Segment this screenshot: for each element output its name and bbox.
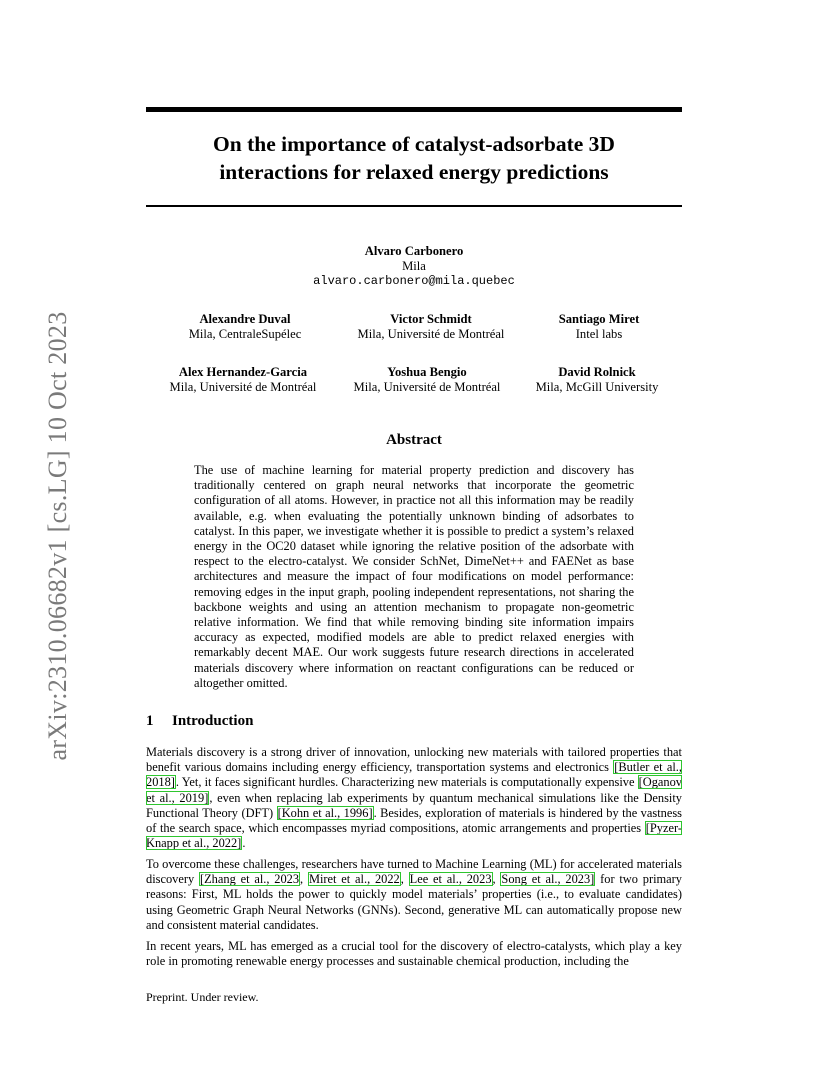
author-affiliation: Mila, McGill University bbox=[535, 380, 659, 394]
text-run: To overcome these challenges, researchers have turned to Machine Learning (ML) for accelerated materials discovery bbox=[146, 857, 682, 887]
arxiv-identifier: arXiv:2310.06682v1 [cs.LG] 10 Oct 2023 bbox=[43, 311, 72, 761]
paper-title bbox=[146, 130, 682, 186]
author-name: Victor Schmidt bbox=[390, 312, 472, 326]
text-run: , bbox=[492, 872, 501, 887]
text-run: , even when replacing lab experiments by quantum mechanical simulations like the Density Functional Theory (DFT) bbox=[146, 790, 682, 820]
author-name: Alexandre Duval bbox=[199, 312, 291, 326]
text-run: for two primary reasons: First, ML holds the power to quickly model materials’ properties (i.e., to evaluate candidates) using Geometric Graph Neural Networks (GNNs). Second, generative ML can automatically propose new and consistent material candidates. bbox=[146, 872, 682, 932]
author-affiliation: Intel labs bbox=[575, 327, 623, 341]
text-run: , bbox=[300, 872, 308, 887]
citation-link[interactable]: Song et al., 2023] bbox=[501, 872, 595, 887]
intro-paragraph-1 bbox=[146, 745, 682, 851]
citation-link[interactable]: [Kohn et al., 1996] bbox=[277, 805, 373, 820]
author-miret bbox=[499, 312, 699, 342]
footer-note: Preprint. Under review. bbox=[146, 990, 259, 1004]
text-run: . Yet, it faces significant hurdles. Characterizing new materials is computationally expensive bbox=[175, 775, 638, 790]
author-name: David Rolnick bbox=[558, 365, 636, 379]
author-email[interactable]: alvaro.carbonero@mila.quebec bbox=[313, 274, 515, 288]
intro-paragraph-2 bbox=[146, 857, 682, 933]
abstract-heading: Abstract bbox=[386, 432, 442, 448]
author-affiliation: Mila, Université de Montréal bbox=[357, 327, 505, 341]
citation-link[interactable]: [Zhang et al., 2023 bbox=[199, 872, 300, 887]
author-affiliation: Mila, Université de Montréal bbox=[353, 380, 501, 394]
title-top-rule bbox=[146, 107, 682, 112]
text-run: . Besides, exploration of materials is hindered by the vastness of the search space, which encompasses myriad compositions, atomic arrangements and properties bbox=[146, 805, 682, 836]
section-number: 1 bbox=[146, 713, 154, 729]
citation-link[interactable]: [Butler et al., 2018] bbox=[146, 760, 683, 790]
citation-link[interactable]: Lee et al., 2023 bbox=[409, 872, 492, 887]
title-line-1: On the importance of catalyst-adsorbate 3D bbox=[213, 132, 615, 156]
author-hernandez-garcia bbox=[143, 365, 343, 395]
citation-link[interactable]: Miret et al., 2022 bbox=[308, 872, 400, 887]
author-rolnick bbox=[497, 365, 697, 395]
section-title: Introduction bbox=[172, 713, 254, 729]
abstract-text: The use of machine learning for material property prediction and discovery has traditionally centered on graph neural networks that incorporate the geometric configuration of all atoms. However, in practice not all this information may be readily available, e.g. when evaluating the potentially unknown binding of adsorbates to catalyst. In this paper, we investigate whether it is possible to predict a system’s relaxed energy in the OC20 dataset while ignoring the relative position of the adsorbate with respect to the electro-catalyst. We consider SchNet, DimeNet++ and FAENet as base architectures and measure the impact of four modifications on model performance: removing edges in the input graph, pooling independent representations, not sharing the backbone weights and using an attention mechanism to propagate non-geometric relative information. We find that while removing binding site information impairs accuracy as expected, modified models are able to predict relaxed energies with remarkably decent MAE. Our work suggests future research directions in accelerated materials discovery where information on reactant configurations can be reduced or altogether omitted. bbox=[194, 463, 634, 690]
author-name: Alvaro Carbonero bbox=[364, 244, 464, 258]
author-name: Yoshua Bengio bbox=[387, 365, 467, 379]
intro-paragraph-3: In recent years, ML has emerged as a crucial tool for the discovery of electro-catalysts, which play a key role in promoting renewable energy processes and sustainable chemical production, including the bbox=[146, 939, 682, 969]
citation-link[interactable]: [Pyzer-Knapp et al., 2022] bbox=[146, 821, 682, 851]
text-run: . bbox=[242, 836, 246, 851]
section-heading-introduction bbox=[146, 713, 253, 730]
author-affiliation: Mila, CentraleSupélec bbox=[188, 327, 302, 341]
author-affiliation: Mila bbox=[402, 259, 426, 273]
author-name: Alex Hernandez-Garcia bbox=[178, 365, 308, 379]
author-name: Santiago Miret bbox=[558, 312, 640, 326]
title-bottom-rule bbox=[146, 205, 682, 207]
text-run: Materials discovery is a strong driver of innovation, unlocking new materials with tailored properties that benefit various domains including energy efficiency, transportation systems and electronics bbox=[146, 745, 682, 775]
citation-link[interactable]: [Oganov et al., 2019] bbox=[146, 775, 682, 805]
author-lead bbox=[214, 244, 614, 289]
text-run: , bbox=[400, 872, 409, 887]
title-line-2: interactions for relaxed energy predictions bbox=[219, 160, 609, 184]
author-duval bbox=[145, 312, 345, 342]
author-affiliation: Mila, Université de Montréal bbox=[169, 380, 317, 394]
